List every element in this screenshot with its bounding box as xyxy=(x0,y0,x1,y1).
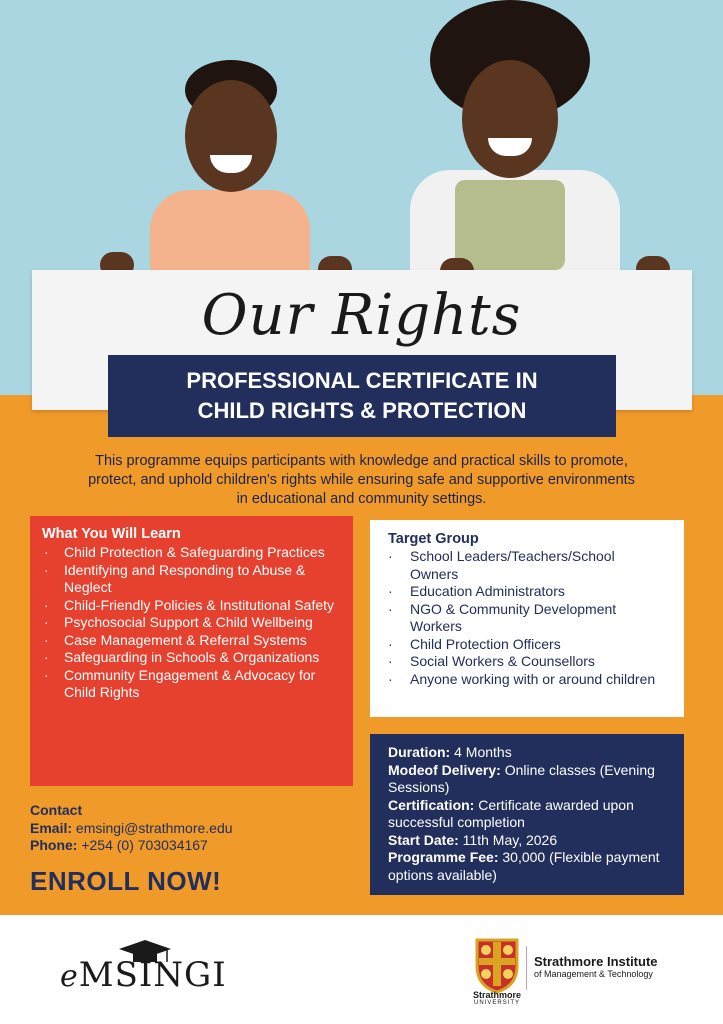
contact-block xyxy=(30,802,360,855)
target-group-box xyxy=(370,520,684,717)
intro-line-1: This programme equips participants with knowledge and practical skills to promote, xyxy=(95,453,628,469)
learn-item: · Safeguarding in Schools & Organizations xyxy=(42,649,341,667)
programme-title-banner xyxy=(108,355,616,437)
delivery-value: Online classes (Evening Sessions) xyxy=(388,761,655,795)
intro-paragraph xyxy=(20,452,703,509)
title-line-2: CHILD RIGHTS & PROTECTION xyxy=(197,398,527,423)
title-line-1: PROFESSIONAL CERTIFICATE IN xyxy=(186,368,538,393)
target-item: · Education Administrators xyxy=(388,583,666,601)
learn-item: · Psychosocial Support & Child Wellbeing xyxy=(42,614,341,632)
strathmore-word: Strathmore xyxy=(472,990,521,1000)
learn-item: · Child Protection & Safeguarding Practices xyxy=(42,544,341,562)
emsingi-logo xyxy=(60,955,227,995)
learning-outcomes-box xyxy=(30,516,353,786)
duration-label: Duration: xyxy=(388,744,451,760)
intro-line-2: protect, and uphold children's rights while ensuring safe and supportive environments xyxy=(88,472,635,488)
strathmore-university-label xyxy=(468,990,526,1006)
duration-row xyxy=(388,744,666,762)
contact-heading: Contact xyxy=(30,802,83,818)
fee-value: 30,000 (Flexible payment options available) xyxy=(388,849,660,883)
start-date-label: Start Date: xyxy=(388,831,459,848)
target-item: · NGO & Community Development Workers xyxy=(388,601,666,636)
start-date-value: 11th May, 2026 xyxy=(458,831,558,848)
phone-link[interactable]: +254 (0) 703034167 xyxy=(77,837,208,853)
target-item: · School Leaders/Teachers/School Owners xyxy=(388,548,666,583)
script-title: Our Rights xyxy=(201,283,522,348)
learn-heading: What You Will Learn xyxy=(42,526,181,542)
institute-subtitle: of Management & Technology xyxy=(534,969,653,979)
target-item: · Child Protection Officers xyxy=(388,636,666,654)
target-list xyxy=(388,548,666,688)
fee-label: Programme Fee: xyxy=(388,849,499,865)
right-child-illustration xyxy=(400,0,630,280)
phone-label: Phone: xyxy=(30,837,78,853)
certification-value: Certificate awarded upon successful completion xyxy=(388,796,634,830)
university-word: UNIVERSITY xyxy=(473,1000,520,1006)
strathmore-institute-logo xyxy=(534,954,658,979)
email-link[interactable]: emsingi@strathmore.edu xyxy=(72,819,233,836)
delivery-label: Modeof Delivery: xyxy=(388,761,501,778)
fee-row xyxy=(388,849,666,884)
start-date-row xyxy=(388,832,666,850)
left-child-illustration xyxy=(130,40,330,280)
emsingi-logo-text: MSINGI xyxy=(78,955,227,995)
footer-divider xyxy=(526,946,527,990)
learn-item: · Community Engagement & Advocacy for Child Rights xyxy=(42,667,341,702)
programme-details-box xyxy=(370,734,684,895)
strathmore-crest-icon xyxy=(473,936,521,994)
certification-label: Certification: xyxy=(388,796,475,813)
learn-item: · Identifying and Responding to Abuse & Neglect xyxy=(42,562,341,597)
target-heading: Target Group xyxy=(388,531,479,547)
enroll-now-cta[interactable]: ENROLL NOW! xyxy=(30,866,222,896)
intro-line-3: in educational and community settings. xyxy=(236,491,487,507)
learn-item: · Case Management & Referral Systems xyxy=(42,632,341,650)
certification-row xyxy=(388,797,666,832)
email-label: Email: xyxy=(30,819,73,836)
learn-item: · Child-Friendly Policies & Institutional Safety xyxy=(42,597,341,615)
duration-value: 4 Months xyxy=(450,744,512,760)
delivery-row xyxy=(388,762,666,797)
institute-name: Strathmore Institute xyxy=(534,954,658,969)
emsingi-logo-e: e xyxy=(60,959,79,994)
target-item: · Social Workers & Counsellors xyxy=(388,653,666,671)
learn-list xyxy=(42,544,341,702)
target-item: · Anyone working with or around children xyxy=(388,671,666,689)
